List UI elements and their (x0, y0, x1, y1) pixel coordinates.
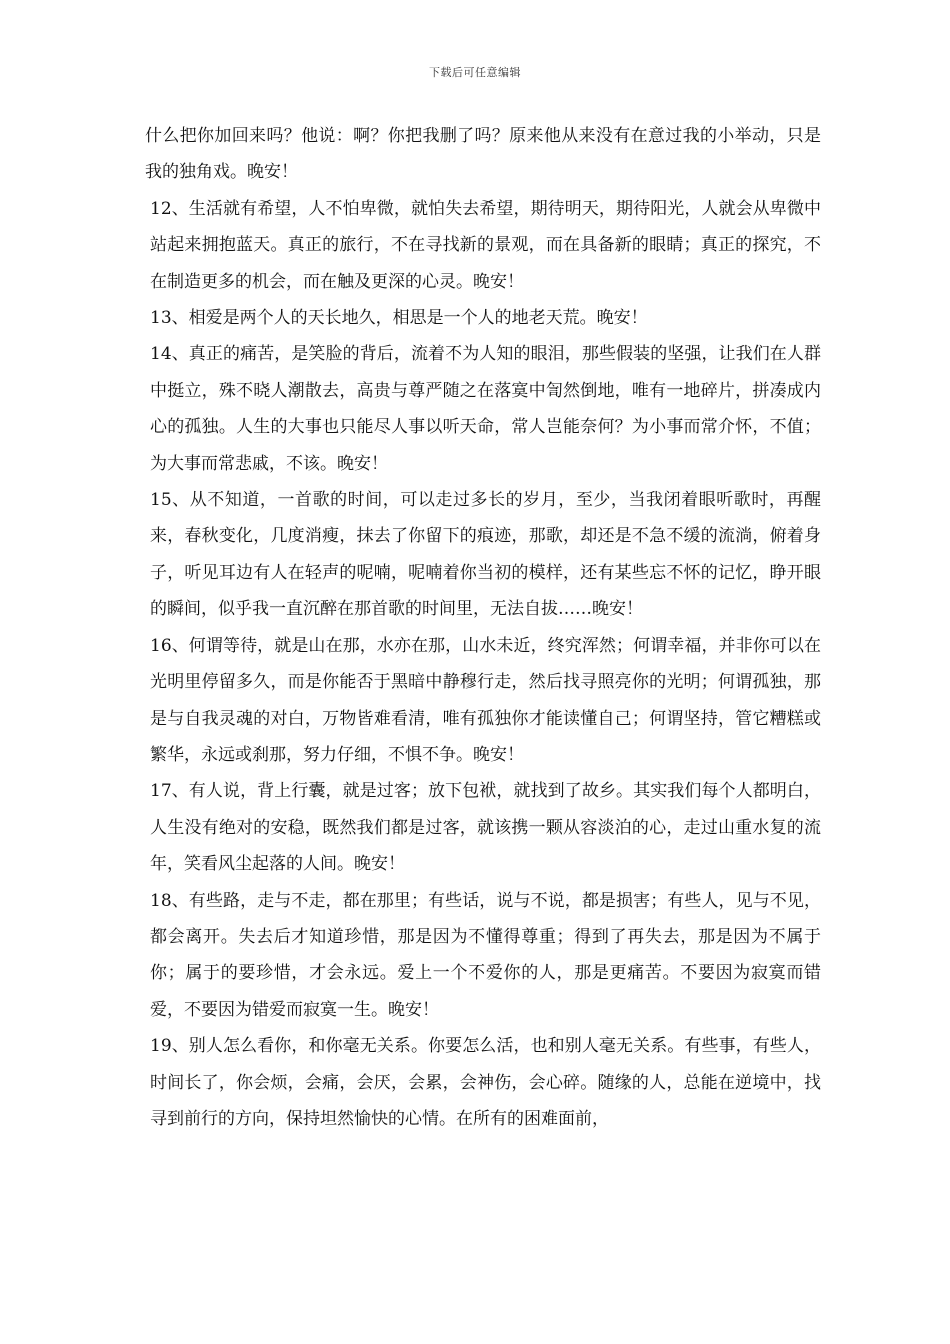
paragraph-12: 12、生活就有希望，人不怕卑微，就怕失去希望，期待明天，期待阳光，人就会从卑微中站起来拥抱蓝天。真正的旅行，不在寻找新的景观，而在具备新的眼睛；真正的探究，不在制造更多的机会，而在触及更深的心灵。晚安！ (150, 198, 821, 292)
paragraph-15: 15、从不知道，一首歌的时间，可以走过多长的岁月，至少，当我闭着眼听歌时，再醒来，春秋变化，几度消瘦，抹去了你留下的痕迹，那歌，却还是不急不缓的流淌，俯着身子，听见耳边有人在轻声的呢喃，呢喃着你当初的模样，还有某些忘不怀的记忆，睁开眼的瞬间，似乎我一直沉醉在那首歌的时间里，无法自拔……晚安！ (150, 490, 821, 620)
paragraph-17: 17、有人说，背上行囊，就是过客；放下包袱，就找到了故乡。其实我们每个人都明白，人生没有绝对的安稳，既然我们都是过客，就该携一颗从容淡泊的心，走过山重水复的流年，笑看风尘起落的人间。晚安！ (150, 781, 821, 875)
paragraph-19: 19、别人怎么看你，和你毫无关系。你要怎么活，也和别人毫无关系。有些事，有些人，时间长了，你会烦，会痛，会厌，会累，会神伤，会心碎。随缘的人，总能在逆境中，找寻到前行的方向，保持坦然愉快的心情。在所有的困难面前， (150, 1036, 821, 1129)
paragraph-13: 13、相爱是两个人的天长地久，相思是一个人的地老天荒。晚安！ (150, 308, 648, 329)
paragraph-continued: 什么把你加回来吗？他说：啊？你把我删了吗？原来他从来没有在意过我的小举动，只是我的独角戏。晚安！ (145, 126, 821, 183)
document-body (145, 118, 821, 1137)
page-header: 下载后可任意编辑 (429, 66, 521, 79)
paragraph-18: 18、有些路，走与不走，都在那里；有些话，说与不说，都是损害；有些人，见与不见，都会离开。失去后才知道珍惜，那是因为不懂得尊重；得到了再失去，那是因为不属于你；属于的要珍惜，才会永远。爱上一个不爱你的人，那是更痛苦。不要因为寂寞而错爱，不要因为错爱而寂寞一生。晚安！ (150, 890, 821, 1020)
paragraph-14: 14、真正的痛苦，是笑脸的背后，流着不为人知的眼泪，那些假装的坚强，让我们在人群中挺立，殊不晓人潮散去，高贵与尊严随之在落寞中訇然倒地，唯有一地碎片，拼凑成内心的孤独。人生的大事也只能尽人事以听天命，常人岂能奈何？为小事而常介怀，不值；为大事而常悲戚，不该。晚安！ (150, 344, 821, 474)
paragraph-16: 16、何谓等待，就是山在那，水亦在那，山水未近，终究浑然；何谓幸福，并非你可以在光明里停留多久，而是你能否于黑暗中静穆行走，然后找寻照亮你的光明；何谓孤独，那是与自我灵魂的对白，万物皆难看清，唯有孤独你才能读懂自己；何谓坚持，管它糟糕或繁华，永远或刹那，努力仔细，不惧不争。晚安！ (150, 635, 821, 765)
